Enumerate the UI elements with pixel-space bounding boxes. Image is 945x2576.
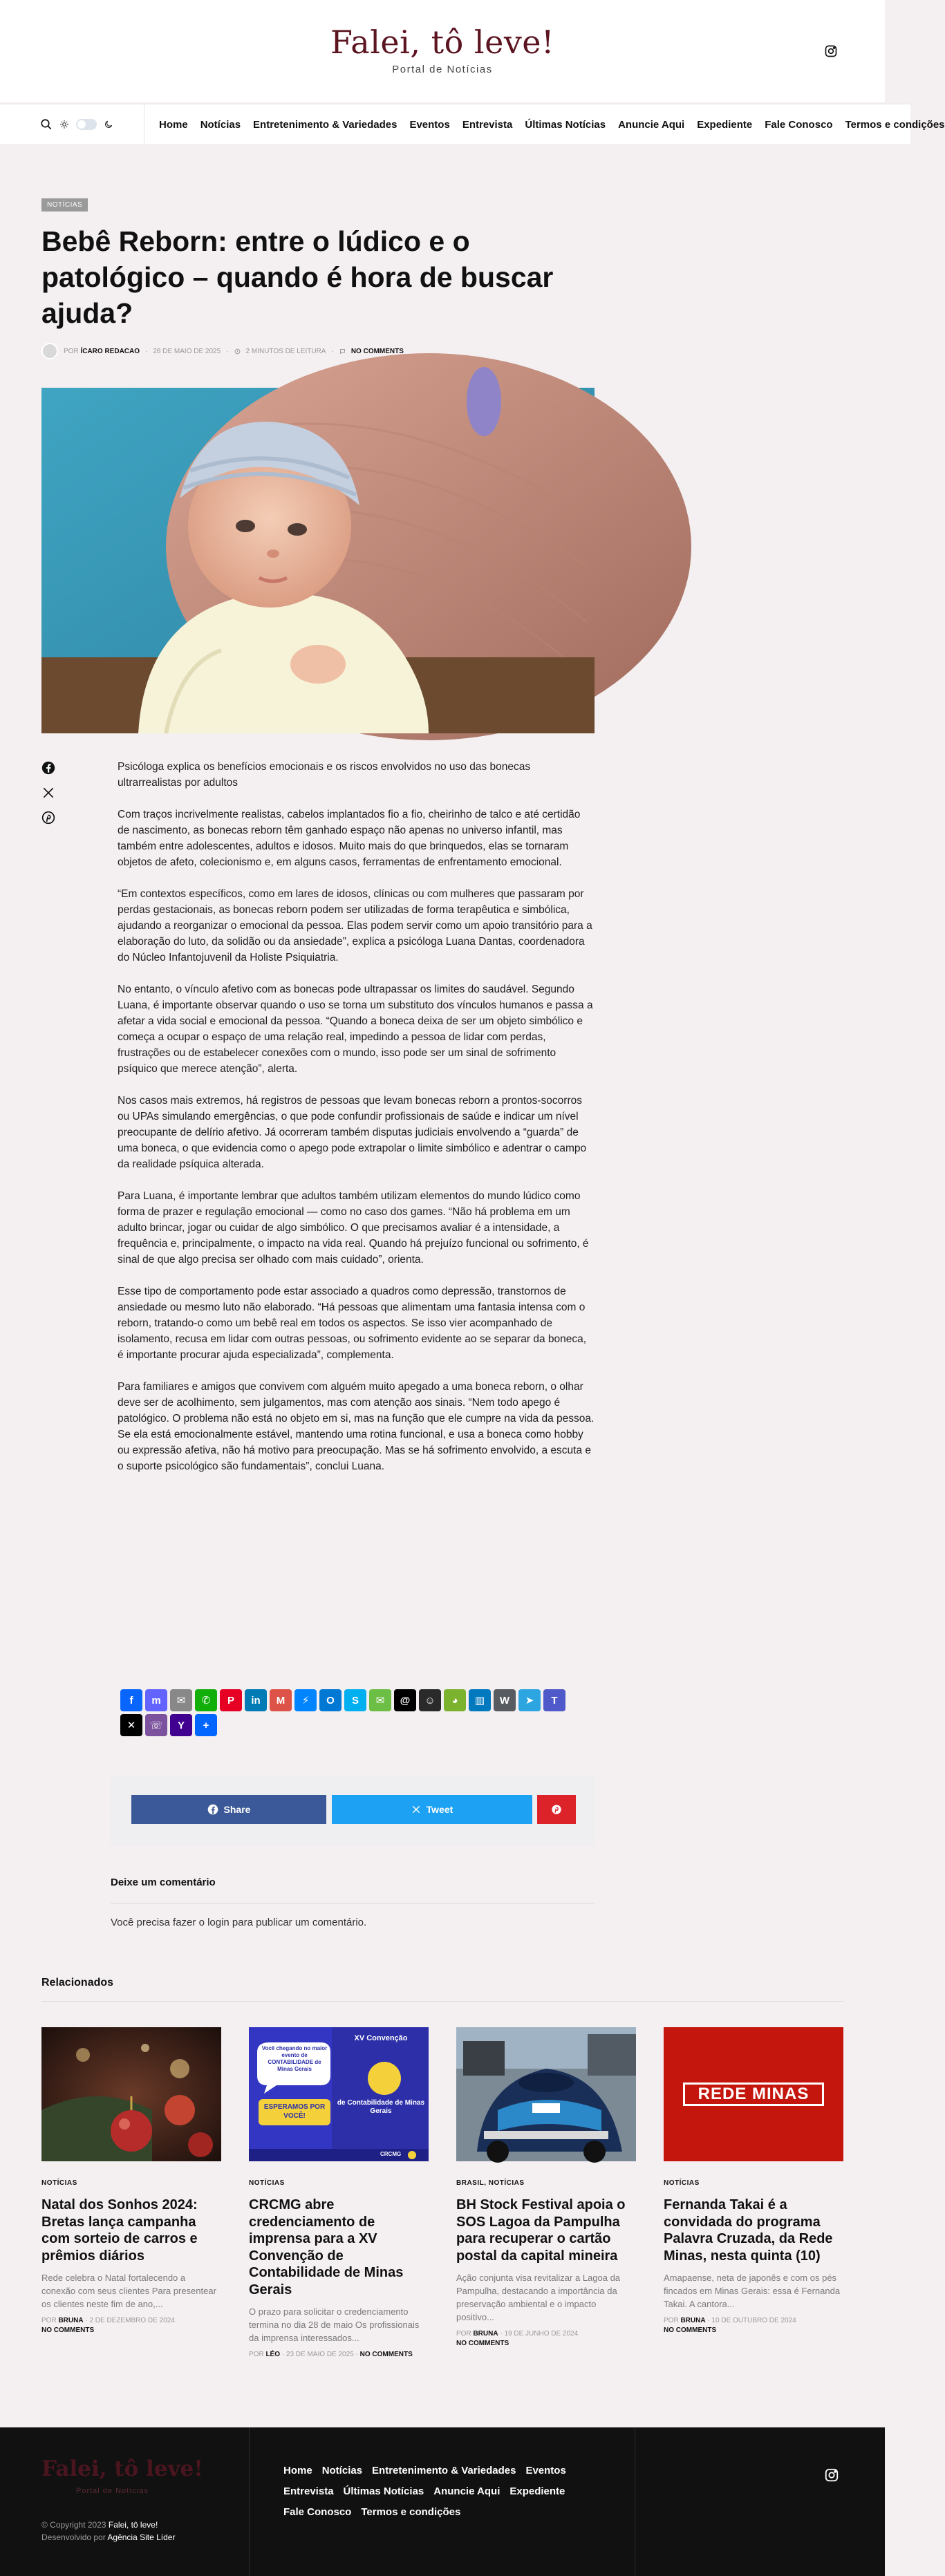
related-card-title[interactable]: Fernanda Takai é a convidada do programa Palavra Cruzada, da Rede Minas, nesta quinta (10) [664,2197,833,2264]
add-more-icon[interactable]: + [195,1714,217,1736]
telegram-icon[interactable]: ➤ [518,1689,541,1711]
viber-icon[interactable]: ☏ [145,1714,167,1736]
nav-item-ultimas-noticias[interactable]: Últimas Notícias [525,119,606,131]
threads-icon[interactable]: @ [394,1689,416,1711]
image-brand: CRCMG [380,2151,402,2157]
nav-item-noticias[interactable]: Notícias [200,119,241,131]
related-card-meta: POR BRUNA · 19 DE JUNHO DE 2024 NO COMMENTS [456,2330,579,2347]
related-card-comments[interactable]: NO COMMENTS [664,2326,717,2334]
x-share-icon[interactable] [41,786,55,800]
login-link[interactable]: Você precisa fazer o login para publicar um comentário. [111,1917,367,1928]
footer-nav-termos[interactable]: Termos e condições [361,2506,461,2518]
footer-nav-home[interactable]: Home [283,2465,312,2476]
footer-copyright: © Copyright 2023 Falei, tô leve! Desenvolvido por Agência Site Líder [41,2520,176,2542]
comments-link[interactable]: NO COMMENTS [350,347,404,355]
article-paragraph: Nos casos mais extremos, há registros de pessoas que levam bonecas reborn a prontos-socorros ou UPAs simulando emergências, o que pode confundir profissionais de saúde e indicar um nível preocupante de delírio afetivo. Já ocorreram também disputas judiciais envolvendo a “guarda” de uma boneca, o que evidencia como o apego pode extrapolar o limite simbólico e adentrar o campo da realidade psíquica alterada. [118,1095,587,1170]
clock-icon [234,348,241,355]
site-footer [0,2427,885,2576]
related-card-meta: POR LÉO · 23 DE MAIO DE 2025 · NO COMMENTS [249,2351,413,2358]
yahoo-mail-icon[interactable]: Y [170,1714,192,1736]
share-icons-row [120,1689,597,1711]
related-card-comments[interactable]: NO COMMENTS [456,2340,509,2347]
login-to-comment [111,1917,366,1928]
related-card-meta: POR BRUNA · 10 DE OUTUBRO DE 2024 NO COMMENTS [664,2317,796,2334]
category-badge[interactable]: NOTÍCIAS [41,198,88,211]
footer-divider [249,2427,250,2576]
footer-site-link[interactable]: Falei, tô leve! [108,2520,158,2530]
footer-nav-expediente[interactable]: Expediente [509,2485,565,2497]
facebook-share-button[interactable] [131,1795,326,1824]
comments-heading: Deixe um comentário [111,1877,216,1888]
gmail-icon[interactable]: M [270,1689,292,1711]
nav-item-home[interactable]: Home [159,119,188,131]
trello-icon[interactable]: ▥ [469,1689,491,1711]
nav-menu [159,119,945,131]
wechat-icon[interactable]: ◕ [444,1689,466,1711]
divider [41,2001,843,2002]
related-card-image[interactable] [41,2027,221,2161]
related-card-category[interactable]: NOTÍCIAS [41,2179,77,2187]
related-card-image[interactable] [664,2027,843,2161]
footer-nav-anuncie-aqui[interactable]: Anuncie Aqui [433,2485,500,2497]
related-card-image[interactable] [456,2027,636,2161]
related-card-author[interactable]: BRUNA [58,2317,84,2324]
related-heading: Relacionados [41,1977,114,1989]
nav-item-fale-conosco[interactable]: Fale Conosco [765,119,833,131]
email-icon[interactable]: ✉ [170,1689,192,1711]
nav-item-eventos[interactable]: Eventos [409,119,450,131]
share-buttons-box [111,1776,595,1845]
footer-dev-link[interactable]: Agência Site Líder [107,2532,176,2542]
related-card-author[interactable]: BRUNA [473,2330,498,2338]
article-title: Bebê Reborn: entre o lúdico e o patológico – quando é hora de buscar ajuda? [41,225,554,329]
image-badge-text: ESPERAMOS POR VOCÊ! [263,2103,326,2120]
meta-separator: · [145,347,148,355]
dark-mode-toggle[interactable] [76,119,97,130]
facebook-icon [207,1804,218,1815]
related-card-category[interactable]: NOTÍCIAS [249,2179,285,2187]
footer-logo[interactable]: Falei, tô leve! [41,2456,203,2481]
article-paragraph: Para Luana, é importante lembrar que adultos também utilizam elementos do mundo lúdico como forma de prazer e regulação emocional — como no caso dos games. “Não há problema em um adulto brincar, jogar ou cuidar de algo simbólico. O que precisamos avaliar é a intensidade, a frequência e, principalmente, o impacto na vida real. Quando há prejuízo funcional ou sofrimento, é sinal de que algo precisa ser olhado com mais cuidado”, orienta. [118,1190,589,1266]
article-paragraph: No entanto, o vínculo afetivo com as bonecas pode ultrapassar os limites do saudável. Segundo Luana, é importante observar quando o uso se torna um substituto dos vínculos humanos e passa a afetar a vida social e emocional da pessoa. “Quando a boneca deixa de ser um objeto simbólico e começa a ocupar o espaço de uma relação real, impedindo a pessoa de lidar com perdas, frustrações ou de estabelecer conexões com o mundo, isso pode ser um sinal de sofrimento psíquico que merece atenção”, alerta. [118,984,593,1075]
related-card-excerpt: Amapaense, neta de japonês e com os pés fincados em Minas Gerais: essa é Fernanda Takai. A cantora... [664,2273,841,2309]
footer-nav-entretenimento[interactable]: Entretenimento & Variedades [372,2465,516,2476]
meta-separator: · [331,347,334,355]
related-card[interactable] [664,2027,843,2335]
featured-image [41,388,595,733]
search-icon[interactable] [40,118,53,131]
footer-nav [283,2465,615,2519]
rede-minas-logo: REDE MINAS [683,2083,824,2106]
article-paragraph: Esse tipo de comportamento pode estar associado a quadros como depressão, transtornos de ansiedade ou mesmo luto não elaborado. “Há pessoas que alimentam uma fantasia intensa com o reborn, tratando-o como um bebê real em todos os aspectos. Se isso vier acompanhado de isolamento, recusa em lidar com outras pessoas, ou sofrimento evidente ao se separar da boneca, é importante procurar ajuda especializada”, complementa. [118,1286,587,1361]
related-card-category[interactable]: BRASIL, NOTÍCIAS [456,2179,525,2187]
article-paragraph: Com traços incrivelmente realistas, cabelos implantados fio a fio, cheirinho de talco e até certidão de nascimento, as bonecas reborn têm ganhado espaço não apenas no universo infantil, mas também entre adolescentes, adultos e idosos. Muito mais do que brinquedos, elas se tornaram objetos de afeto, colecionismo e, em alguns casos, ferramentas de enfrentamento emocional. [118,809,581,868]
related-card-title[interactable]: BH Stock Festival apoia o SOS Lagoa da Pampulha para recuperar o cartão postal da capital mineira [456,2197,626,2264]
pinterest-icon [551,1804,562,1815]
nav-item-anuncie-aqui[interactable]: Anuncie Aqui [618,119,685,131]
skype-icon[interactable]: S [344,1689,366,1711]
site-name[interactable]: Falei, tô leve! [330,23,555,61]
facebook-share-icon[interactable] [41,761,55,775]
footer-nav-eventos[interactable]: Eventos [525,2465,566,2476]
nav-tools [40,118,113,131]
main-nav [0,104,945,145]
site-tagline: Portal de Notícias [392,64,493,75]
pinterest-icon[interactable]: P [220,1689,242,1711]
author-avatar[interactable] [41,343,58,359]
twitter-share-button[interactable] [332,1795,532,1824]
sun-icon [59,120,69,129]
share-icons-row [120,1714,597,1736]
read-time: 2 MINUTOS DE LEITURA [245,347,326,355]
wordpress-icon[interactable]: W [494,1689,516,1711]
related-card-comments[interactable]: NO COMMENTS [359,2351,413,2358]
related-card-excerpt: Ação conjunta visa revitalizar a Lagoa da Pampulha, destacando a importância da preservação ambiental e o impacto positivo... [456,2273,621,2322]
site-header [0,0,885,102]
nav-item-termos[interactable]: Termos e condições [845,119,945,131]
site-logo[interactable] [0,23,885,75]
tweet-label: Tweet [426,1804,453,1815]
facebook-icon[interactable]: f [120,1689,142,1711]
related-card-title[interactable]: CRCMG abre credenciamento de imprensa para a XV Convenção de Contabilidade de Minas Gerais [249,2197,404,2297]
outlook-icon[interactable]: O [319,1689,341,1711]
moon-icon [104,120,113,129]
image-event-title: XV Convenção [354,2034,408,2042]
mastodon-icon[interactable]: m [145,1689,167,1711]
related-card-excerpt: O prazo para solicitar o credenciamento termina no dia 28 de maio Os profissionais da imprensa interessados... [249,2306,420,2343]
instagram-icon[interactable] [824,44,838,58]
share-label: Share [223,1804,251,1815]
related-card-date: 23 DE MAIO DE 2025 [286,2351,354,2358]
related-card-author[interactable]: LÉO [265,2351,281,2358]
related-card-meta: POR BRUNA · 2 DE DEZEMBRO DE 2024 NO COMMENTS [41,2317,175,2334]
side-share-bar [41,761,55,836]
related-card[interactable] [456,2027,636,2349]
related-card-date: 2 DE DEZEMBRO DE 2024 [89,2317,175,2324]
related-card-category[interactable]: NOTÍCIAS [664,2179,700,2187]
related-card-author[interactable]: BRUNA [680,2317,706,2324]
related-card-excerpt: Rede celebra o Natal fortalecendo a conexão com seus clientes Para presentear os clientes neste fim de ano,... [41,2273,216,2309]
related-card[interactable] [249,2027,429,2360]
article-meta [41,343,404,359]
nav-item-expediente[interactable]: Expediente [697,119,753,131]
pinterest-share-button[interactable] [537,1795,576,1824]
snapchat-icon[interactable]: ☺ [419,1689,441,1711]
meta-separator: · [226,347,229,355]
whatsapp-icon[interactable]: ✆ [195,1689,217,1711]
article-body [118,759,595,1490]
related-card-title[interactable]: Natal dos Sonhos 2024: Bretas lança campanha com sorteio de carros e prêmios diários [41,2197,198,2264]
nav-item-entrevista[interactable]: Entrevista [462,119,513,131]
article-paragraph: “Em contextos específicos, como em lares de idosos, clínicas ou com mulheres que passaram por perdas gestacionais, as bonecas reborn podem ser utilizadas de forma terapêutica e simbólica, ajudando a reorganizar o emocional da pessoa. Elas podem servir como um apoio transitório para a elaboração do luto, da solidão ou da ansiedade”, explica a psicóloga Luana Dantas, coordenadora do Núcleo Infantojuvenil da Holiste Psiquiatria. [118,888,592,963]
messenger-icon[interactable]: ⚡ [294,1689,317,1711]
related-card-date: 10 DE OUTUBRO DE 2024 [711,2317,796,2324]
article-paragraph: Para familiares e amigos que convivem com alguém muito apegado a uma boneca reborn, o olhar deve ser de acolhimento, sem julgamentos, mas com atenção aos sinais. “Nem todo apego é patológico. O problema não está no objeto em si, mas na função que ele cumpre na vida da pessoa. Se ela está emocionalmente estável, mantendo uma rotina funcional, e usa a boneca como hobby ou expressão afetiva, não há motivo para preocupação. Mas se há sofrimento envolvido, a escuta e o suporte psicológico são fundamentais”, conclui Luana. [118,1381,595,1472]
footer-nav-noticias[interactable]: Notícias [321,2465,363,2476]
x-icon [411,1805,421,1814]
author-prefix: POR ÍCARO REDACAO [64,347,140,355]
sms-icon[interactable]: ✉ [369,1689,391,1711]
linkedin-icon[interactable]: in [245,1689,267,1711]
footer-nav-entrevista[interactable]: Entrevista [283,2485,334,2497]
image-event-subtitle: de Contabilidade de Minas Gerais [337,2099,425,2115]
article-date: 28 DE MAIO DE 2025 [153,347,221,355]
instagram-icon[interactable] [824,2467,839,2483]
related-card[interactable] [41,2027,221,2335]
related-card-comments[interactable]: NO COMMENTS [41,2326,95,2334]
author-name[interactable]: ÍCARO REDACAO [80,347,140,355]
related-card-date: 19 DE JUNHO DE 2024 [504,2330,579,2338]
pinterest-share-icon[interactable] [41,811,55,825]
image-bubble-text: Você chegando no maior evento de CONTABILIDADE de Minas Gerais [261,2045,328,2072]
nav-item-entretenimento[interactable]: Entretenimento & Variedades [253,119,397,131]
share-icons-grid [120,1689,597,1739]
x-icon[interactable]: ✕ [120,1714,142,1736]
comment-icon [339,348,346,355]
related-card-image[interactable] [249,2027,429,2161]
teams-icon[interactable]: T [543,1689,565,1711]
footer-tagline: Portal de Notícias [76,2487,149,2495]
footer-nav-fale-conosco[interactable]: Fale Conosco [283,2506,352,2518]
footer-nav-ultimas-noticias[interactable]: Últimas Notícias [343,2485,424,2497]
article-paragraph: Psicóloga explica os benefícios emocionais e os riscos envolvidos no uso das bonecas ultrarrealistas por adultos [118,761,531,789]
